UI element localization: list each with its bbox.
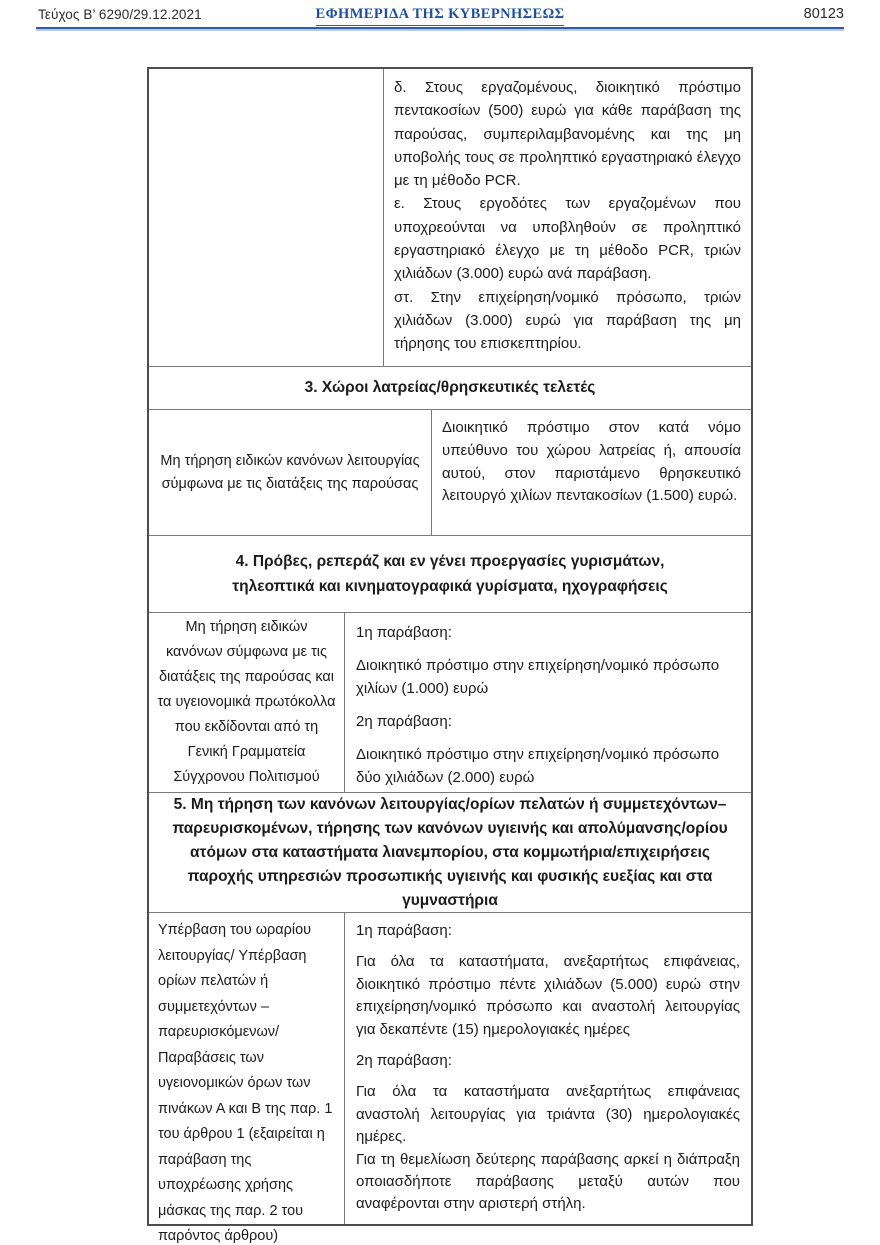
table-row-section-4 <box>149 613 751 793</box>
penalty-paragraph: Για όλα τα καταστήματα, ανεξαρτήτως επιφάνειας, διοικητικό πρόστιμο πέντε χιλιάδων (5.000) ευρώ στην επιχείρηση/νομικό πρόσωπο και αναστολή λειτουργίας για δεκαπέντε (15) ημερολογιακές ημέρες <box>356 953 740 1038</box>
violation-cell: Μη τήρηση ειδικών κανόνων λειτουργίας σύμφωνα με τις διατάξεις της παρούσας <box>149 410 432 535</box>
penalty-cell <box>345 613 751 792</box>
penalty-cell <box>345 913 751 1224</box>
penalty-paragraph: Διοικητικό πρόστιμο στην επιχείρηση/νομικό πρόσωπο δύο χιλιάδων (2.000) ευρώ <box>356 746 720 786</box>
penalty-note-paragraph: Για τη θεμελίωση δεύτερης παράβασης αρκεί η διάπραξη οποιασδήποτε παράβασης μεταξύ αυτών που αναφέρονται στην αριστερή στήλη. <box>356 1150 740 1213</box>
offense-count-label: 1η παράβαση: <box>356 624 452 641</box>
penalty-paragraph: Για όλα τα καταστήματα ανεξαρτήτως επιφάνειας αναστολή λειτουργίας για τριάντα (30) ημερολογιακές ημέρες. <box>356 1083 740 1146</box>
penalty-paragraph: Διοικητικό πρόστιμο στην επιχείρηση/νομικό πρόσωπο χιλίων (1.000) ευρώ <box>356 657 720 697</box>
page-number: 80123 <box>803 6 844 22</box>
section-5-header: 5. Μη τήρηση των κανόνων λειτουργίας/ορίων πελατών ή συμμετεχόντων– παρευρισκομένων, τήρησης των κανόνων υγιεινής και απολύμανσης/ορίου ατόμων στα καταστήματα λιανεμπορίου, στα κομμωτήρια/επιχειρήσεις παροχής υπηρεσιών προσωπικής υγιεινής και φυσικής ευεξίας και στα γυμναστήρια <box>149 793 751 913</box>
penalty-paragraph: ε. Στους εργοδότες των εργαζομένων που υποχρεούνται να υποβληθούν σε προληπτικό εργαστηριακό έλεγχο με τη μέθοδο PCR, τριών χιλιάδων (3.000) ευρώ ανά παράβαση. <box>394 195 741 283</box>
issue-label: Τεύχος Β’ 6290/29.12.2021 <box>38 7 202 22</box>
section-4-header: 4. Πρόβες, ρεπεράζ και εν γένει προεργασίες γυρισμάτων, τηλεοπτικά και κινηματογραφικά γυρίσματα, ηχογραφήσεις <box>149 536 751 613</box>
table-row-continuation <box>149 69 751 367</box>
table-row-section-3 <box>149 410 751 536</box>
violation-cell-empty <box>149 69 384 366</box>
penalty-cell-continuation <box>384 69 751 366</box>
penalties-table <box>147 67 753 1244</box>
penalty-paragraph: στ. Στην επιχείρηση/νομικό πρόσωπο, τριών χιλιάδων (3.000) ευρώ για παράβαση της μη τήρησης του επισκεπτηρίου. <box>394 288 741 353</box>
section-3-header: 3. Χώροι λατρείας/θρησκευτικές τελετές <box>149 367 751 410</box>
offense-count-label: 2η παράβαση: <box>356 713 452 730</box>
header-divider-rule <box>36 27 844 29</box>
offense-count-label: 1η παράβαση: <box>356 922 452 939</box>
penalty-paragraph: δ. Στους εργαζομένους, διοικητικό πρόστιμο πεντακοσίων (500) ευρώ για κάθε παράβαση της παρούσας, συμπεριλαμβανομένης και της μη υποβολής τους σε προληπτικό εργαστηριακό έλεγχο με τη μέθοδο PCR. <box>394 79 741 190</box>
violation-cell: Μη τήρηση ειδικών κανόνων σύμφωνα με τις διατάξεις της παρούσας και τα υγειονομικά πρωτόκολλα που εκδίδονται από τη Γενική Γραμματεία Σύγχρονου Πολιτισμού <box>149 613 345 792</box>
table-row-section-5 <box>149 913 751 1244</box>
offense-count-label: 2η παράβαση: <box>356 1052 452 1070</box>
violation-cell: Υπέρβαση του ωραρίου λειτουργίας/ Υπέρβαση ορίων πελατών ή συμμετεχόντων – παρευρισκόμενων/ Παραβάσεις των υγειονομικών όρων των πινάκων Α και Β της παρ. 1 του άρθρου 1 (εξαιρείται η παράβαση της υποχρέωσης χρήσης μάσκας της παρ. 2 του παρόντος άρθρου) <box>149 913 345 1224</box>
gazette-masthead-title: ΕΦΗΜΕΡΙΔΑ ΤΗΣ ΚΥΒΕΡΝΗΣΕΩΣ <box>0 6 880 26</box>
penalty-cell: Διοικητικό πρόστιμο στον κατά νόμο υπεύθυνο του χώρου λατρείας ή, απουσία αυτού, στον παριστάμενο θρησκευτικό λειτουργό χιλίων πεντακοσίων (1.500) ευρώ. <box>442 419 741 505</box>
page-header <box>0 0 880 34</box>
